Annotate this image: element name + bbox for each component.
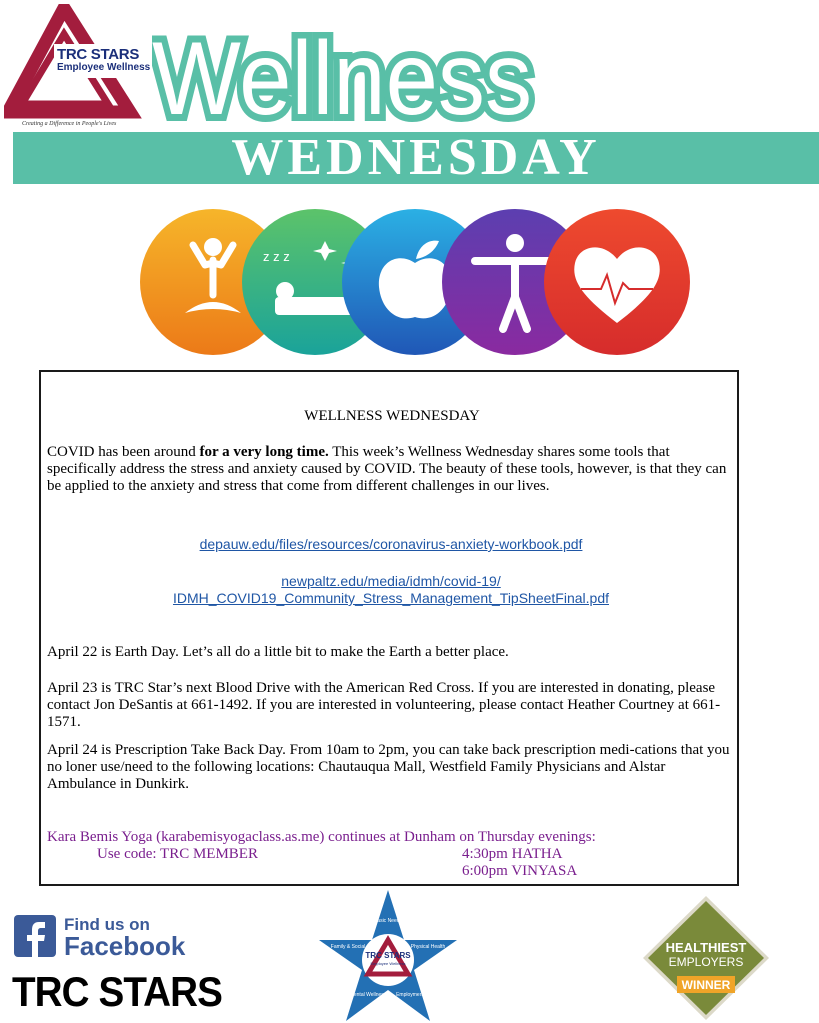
anxiety-workbook-link[interactable]: depauw.edu/files/resources/coronavirus-anxiety-workbook.pdf: [199, 536, 583, 552]
use-code-text: Use code: TRC MEMBER: [97, 846, 258, 862]
intro-text-end: This week’s Wellness Wednesday shares some tools that specifically address the stress and anxiety caused by COVID. The beauty of these tools, however, is that they can be applied to the anxiety and stress that come from different challenges in our lives.: [47, 444, 727, 494]
logo-tagline: Creating a Difference in People's Lives: [22, 121, 117, 127]
wellness-word-text: Wellness: [152, 32, 532, 132]
star-center-title: TRC STARS: [365, 951, 411, 960]
hatha-time: 4:30pm HATHA: [462, 846, 563, 862]
intro-text-start: COVID has been around: [47, 444, 200, 460]
wednesday-banner: [13, 129, 819, 186]
facebook-icon[interactable]: [14, 915, 56, 957]
facebook-text[interactable]: Facebook: [64, 931, 186, 961]
logo-title: TRC STARS: [57, 46, 140, 63]
find-us-text: Find us on: [64, 915, 150, 934]
badge-winner: WINNER: [681, 978, 731, 992]
stress-tipsheet-link-line1[interactable]: newpaltz.edu/media/idmh/covid-19/: [281, 573, 501, 589]
take-back-paragraph: April 24 is Prescription Take Back Day. From 10am to 2pm, you can take back prescription medi-cations that you no loner use/need to the following locations: Chautauqua Mall, Westfield Family Physicians and Alstar Ambulance in Dunkirk.: [47, 742, 730, 792]
stress-tipsheet-link-line2[interactable]: IDMH_COVID19_Community_Stress_Management_TipSheetFinal.pdf: [172, 590, 609, 606]
trc-stars-footer-title: TRC STARS: [12, 968, 222, 1015]
announcement-box: [39, 370, 739, 886]
intro-paragraph: [47, 444, 737, 495]
star-label-bottom-right: Employment: [396, 992, 424, 998]
star-label-left: Family & Social: [330, 944, 366, 950]
wellness-heading: [152, 32, 537, 132]
employee-wellness-star: [318, 888, 458, 1023]
badge-line2: EMPLOYERS: [668, 955, 744, 969]
blood-drive-paragraph: April 23 is TRC Star’s next Blood Drive with the American Red Cross. If you are interested in donating, please contact Jon DeSantis at 661-1492. If you are interested in volunteering, please contact Heather Courtney at 661-1571.: [47, 680, 721, 730]
heart-icon: [544, 209, 690, 355]
wellness-icons-row: [135, 205, 695, 360]
healthiest-employers-badge: [643, 896, 769, 1020]
star-label-bottom-left: Mental Wellness: [349, 992, 387, 998]
star-label-right: Physical Health: [410, 944, 446, 950]
svg-text:z z z: z z z: [263, 249, 290, 264]
box-title: WELLNESS WEDNESDAY: [304, 408, 480, 424]
badge-line1: HEALTHIEST: [665, 940, 747, 955]
vinyasa-time: 6:00pm VINYASA: [462, 863, 578, 879]
earth-day-paragraph: April 22 is Earth Day. Let’s all do a little bit to make the Earth a better place.: [47, 644, 509, 660]
logo-subtitle: Employee Wellness: [57, 62, 151, 73]
star-center-subtitle: Employee Wellness: [370, 961, 406, 966]
star-label-top: Basic Needs: [373, 918, 403, 924]
yoga-paragraph: Kara Bemis Yoga (karabemisyogaclass.as.me) continues at Dunham on Thursday evenings:: [47, 829, 596, 845]
wednesday-heading: WEDNESDAY: [231, 129, 601, 186]
intro-text-bold: for a very long time.: [199, 444, 329, 460]
